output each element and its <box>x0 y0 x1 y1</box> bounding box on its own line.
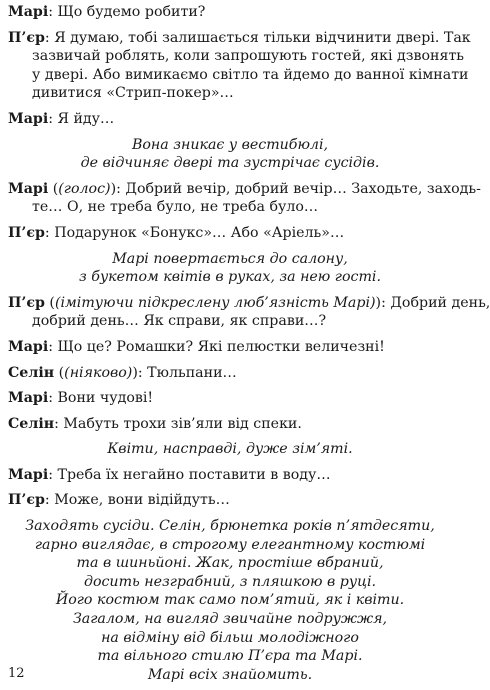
stage-direction-text: на відміну від більш молодіжного <box>101 629 359 646</box>
dialogue-text: : Вони чудові! <box>48 390 154 407</box>
stage-direction-text: гарно виглядає, в строгому елегантному костюмі <box>34 536 426 553</box>
dialogue-text: : Треба їх негайно поставити в воду… <box>48 466 331 483</box>
dialogue-text: : Може, вони відійдуть… <box>44 492 230 509</box>
dialogue-line <box>8 415 452 434</box>
stage-direction-text: та вільного стилю П’єра та Марі. <box>97 648 363 665</box>
dialogue-text: те… О, не треба було, не треба було… <box>32 199 319 216</box>
speaker-name: Селін <box>8 364 55 381</box>
dialogue-line: П’єр ((імітуючи підкреслену люб’язність Марі)): Добрий день, добрий день… Як справи, як справи…? <box>8 294 490 330</box>
stage-direction-text: Його костюм так само пом’ятий, як і квіти. <box>55 592 405 609</box>
dialogue-text: : Добрий вечір, добрий вечір… Заходьте, заходь- <box>116 180 481 197</box>
dialogue-line: Селін ((ніяково)): Тюльпани… <box>8 364 237 381</box>
speaker-name: П’єр <box>8 29 45 46</box>
dialogue-text: у двері. Або вимикаємо світло та йдемо до ванної кімнати <box>32 66 469 83</box>
stage-direction-text: Заходять сусіди. Селін, брюнетка років п’ятдесяти, <box>25 518 435 535</box>
dialogue-text: зазвичай роблять, коли запрошують гостей, які дзвонять <box>32 48 465 65</box>
speaker-name: Марі <box>8 110 49 127</box>
dialogue-text: : Подарунок «Бонукс»… Або «Аріель»… <box>44 224 345 241</box>
speaker-name: П’єр <box>8 492 45 509</box>
dialogue-text: : Мабуть трохи зів’яли від спеки. <box>54 415 302 432</box>
speaker-name: П’єр <box>8 224 45 241</box>
parenthetical: (голос) <box>58 180 111 197</box>
speaker-name: Селін <box>8 415 55 432</box>
dialogue-text: : Добрий день, <box>381 294 490 311</box>
speaker-name: Марі <box>8 4 49 20</box>
speaker-name: Марі <box>8 180 49 197</box>
dialogue-text: : Що будемо робити? <box>48 4 206 20</box>
stage-direction <box>8 250 452 287</box>
page-number: 12 <box>8 666 25 681</box>
speaker-name: Марі <box>8 390 49 407</box>
dialogue-text: : Тюльпани… <box>137 364 237 381</box>
dialogue-line <box>8 466 452 485</box>
dialogue-line <box>8 29 471 103</box>
stage-direction-text: де відчиняє двері та зустрічає сусідів. <box>80 155 380 172</box>
dialogue-text: дивитися «Стрип-покер»… <box>32 85 234 102</box>
stage-direction <box>8 136 452 173</box>
stage-direction-text: Загалом, на вигляд звичайне подружжя, <box>72 611 388 628</box>
dialogue-text: : Я йду… <box>48 110 115 127</box>
parenthetical: (імітуючи підкреслену люб’язність Марі) <box>54 294 376 311</box>
stage-direction <box>8 517 452 684</box>
stage-direction-text: досить незграбний, з пляшкою в руці. <box>83 573 377 590</box>
stage-direction <box>8 440 452 459</box>
dialogue-line <box>8 224 452 243</box>
dialogue-text: добрий день… Як справи, як справи…? <box>32 313 327 330</box>
stage-direction-text: та в шиньйоні. Жак, простіше вбраний, <box>76 555 384 572</box>
stage-direction-text: з букетом квітів в руках, за нею гості. <box>79 269 381 286</box>
dialogue-line: Марі ((голос)): Добрий вечір, добрий вечір… Заходьте, заходь- те… О, не треба було, не треба було… <box>8 180 481 216</box>
speaker-name: Марі <box>8 338 49 355</box>
stage-direction-text: Квіти, насправді, дуже зім’яті. <box>107 441 353 458</box>
stage-direction-text: Вона зникає у вестибюлі, <box>131 136 329 153</box>
dialogue-text: : Я думаю, тобі залишається тільки відчинити двері. Так <box>44 29 471 46</box>
dialogue-line <box>8 110 452 129</box>
stage-direction-text: Марі всіх знайомить. <box>147 666 313 683</box>
dialogue-line <box>8 491 452 510</box>
speaker-name: П’єр <box>8 294 45 311</box>
dialogue-line <box>8 3 452 22</box>
parenthetical: (ніяково) <box>64 364 133 381</box>
stage-direction-text: Марі повертається до салону, <box>112 250 348 267</box>
dialogue-line <box>8 389 452 408</box>
dialogue-line <box>8 338 452 357</box>
speaker-name: Марі <box>8 466 49 483</box>
dialogue-text: : Що це? Ромашки? Які пелюстки величезні! <box>48 338 385 355</box>
